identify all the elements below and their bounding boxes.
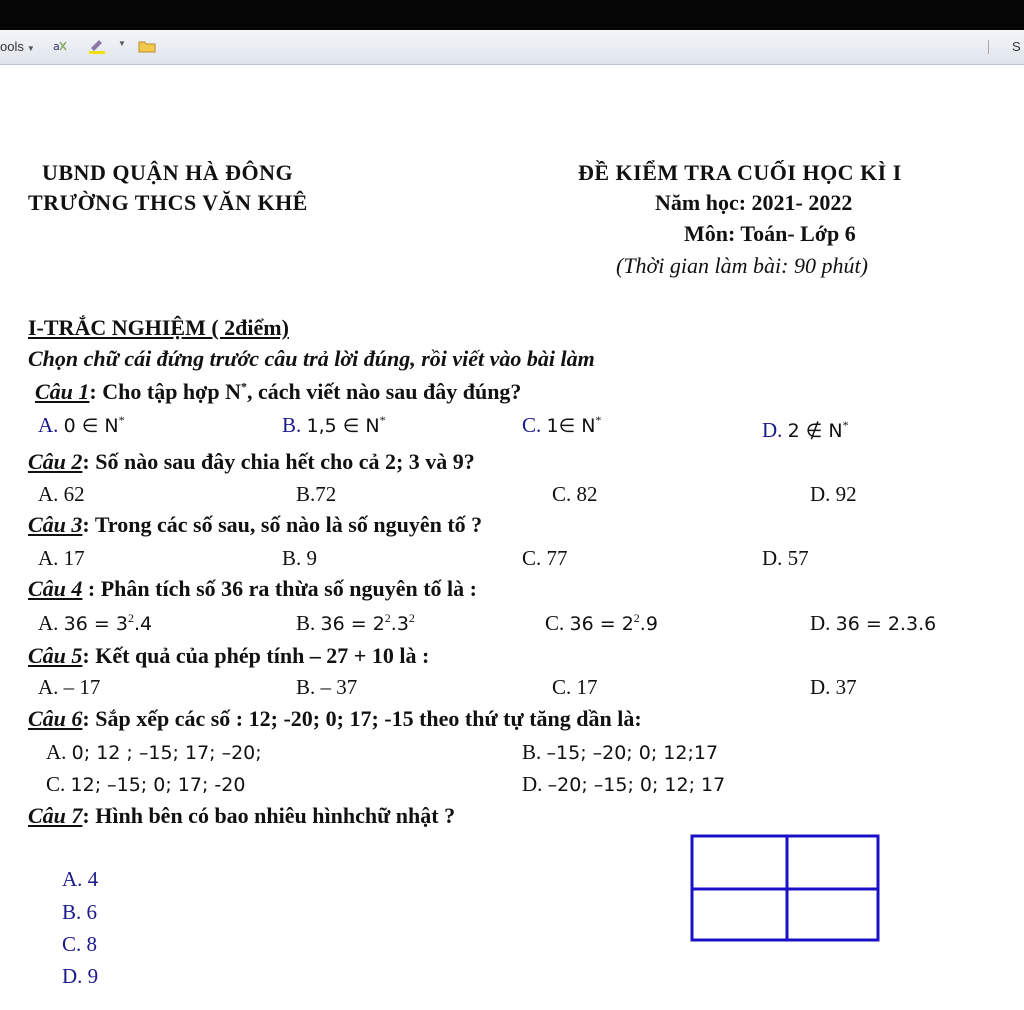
question-6: Câu 6: Sắp xếp các số : 12; -20; 0; 17; -15 theo thứ tự tăng dần là: — [28, 706, 642, 731]
q4-option-a: A. $36 = 3^2.4$ — [38, 611, 153, 635]
q7-option-a: A. 4 — [62, 867, 99, 891]
q2-option-d: D. 92 — [810, 482, 857, 506]
q2-option-c: C. 82 — [552, 482, 598, 506]
section-instruction: Chọn chữ cái đứng trước câu trả lời đúng, rồi viết vào bài làm — [28, 346, 595, 371]
q5-option-b: B. – 37 — [296, 675, 358, 699]
toolbar-divider — [988, 40, 989, 54]
question-5: Câu 5: Kết quả của phép tính – 27 + 10 là : — [28, 643, 430, 668]
q7-option-b: B. 6 — [62, 900, 98, 924]
q1-option-a: A. 0 ∈ N* — [38, 413, 125, 437]
q6-option-c: C. 12; –15; 0; 17; -20 — [46, 772, 246, 796]
header-school-year: Năm học: 2021- 2022 — [655, 190, 853, 215]
q6-option-b: B. –15; –20; 0; 12;17 — [522, 740, 719, 764]
header-school: TRƯỜNG THCS VĂN KHÊ — [28, 190, 308, 215]
question-1: Câu 1: Cho tập hợp N*, cách viết nào sau đây đúng? — [35, 379, 522, 404]
chevron-down-icon[interactable]: ▼ — [118, 39, 126, 48]
q3-option-a: A. 17 — [38, 546, 85, 570]
header-district: UBND QUẬN HÀ ĐÔNG — [42, 160, 294, 185]
q4-option-d: D. 36 = 2.3.6 — [810, 611, 937, 635]
q4-option-c: C. $36 = 2^2.9$ — [545, 611, 658, 635]
q2-option-a: A. 62 — [38, 482, 85, 506]
header-subject: Môn: Toán- Lớp 6 — [684, 221, 856, 246]
toolbar — [0, 30, 1024, 65]
toolbar-label: S — [1012, 39, 1021, 54]
q7-option-c: C. 8 — [62, 932, 98, 956]
q3-option-b: B. 9 — [282, 546, 318, 570]
question-4: Câu 4 : Phân tích số 36 ra thừa số nguyên tố là : — [28, 576, 477, 601]
q2-option-b: B.72 — [296, 482, 337, 506]
chevron-down-icon: ▼ — [26, 44, 35, 53]
q5-option-c: C. 17 — [552, 675, 598, 699]
highlight-icon[interactable] — [88, 38, 106, 54]
folder-icon[interactable] — [138, 38, 156, 54]
question-7: Câu 7: Hình bên có bao nhiêu hìnhchữ nhật ? — [28, 803, 456, 828]
q1-option-c: C. 1∈ N* — [522, 413, 602, 437]
header-exam-title: ĐỀ KIỂM TRA CUỐI HỌC KÌ I — [578, 160, 902, 185]
section-title: I-TRẮC NGHIỆM ( 2điểm) — [28, 315, 289, 340]
q1-option-d: D. 2 ∉ N* — [762, 418, 849, 442]
q4-option-b: B. $36 = 2^2.3^2$ — [296, 611, 415, 635]
question-3: Câu 3: Trong các số sau, số nào là số nguyên tố ? — [28, 512, 483, 537]
q6-option-a: A. 0; 12 ; –15; 17; –20; — [46, 740, 262, 764]
q3-option-c: C. 77 — [522, 546, 568, 570]
question-2: Câu 2: Số nào sau đây chia hết cho cả 2; 3 và 9? — [28, 449, 475, 474]
window-top-bar — [0, 0, 1024, 30]
q3-option-d: D. 57 — [762, 546, 809, 570]
q7-option-d: D. 9 — [62, 964, 99, 988]
header-duration: (Thời gian làm bài: 90 phút) — [616, 253, 868, 278]
rectangle-grid-figure — [690, 834, 880, 942]
q5-option-d: D. 37 — [810, 675, 857, 699]
tools-menu[interactable]: ools ▼ — [0, 39, 35, 54]
q6-option-d: D. –20; –15; 0; 12; 17 — [522, 772, 726, 796]
svg-text:a: a — [53, 40, 60, 53]
q1-option-b: B. 1,5 ∈ N* — [282, 413, 386, 437]
document-page — [0, 65, 1024, 1010]
spelling-icon[interactable] — [52, 38, 70, 54]
q5-option-a: A. – 17 — [38, 675, 101, 699]
